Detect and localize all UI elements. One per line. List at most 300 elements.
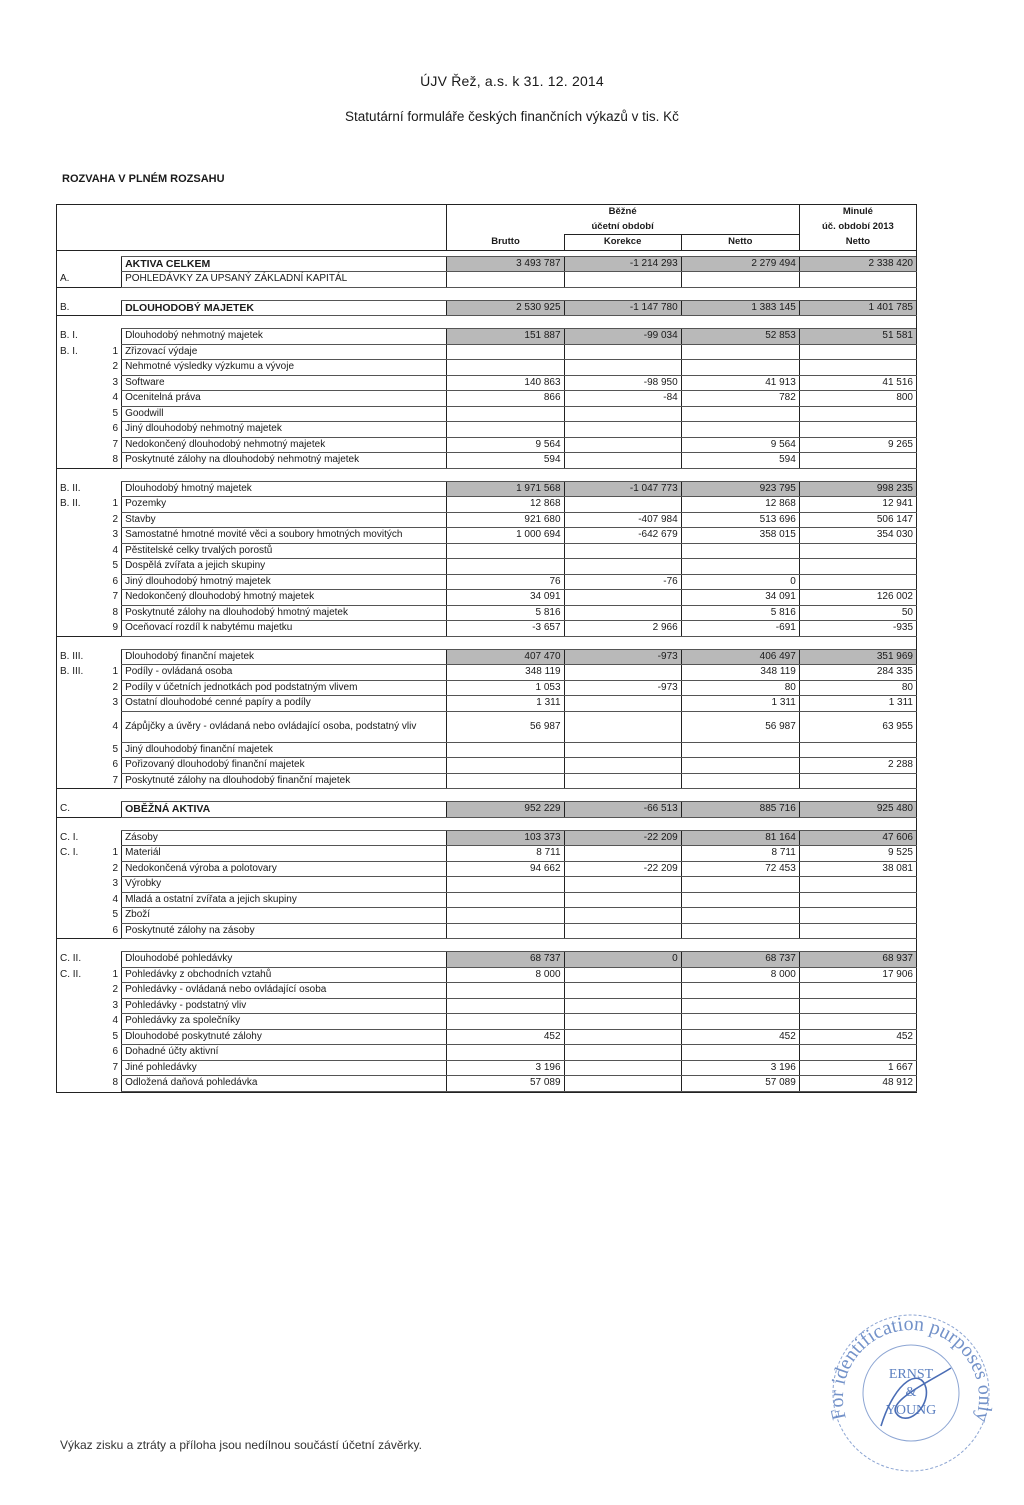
row-number: 2 (112, 984, 119, 996)
brutto-value: 68 737 (447, 952, 564, 968)
header-korekce: Korekce (564, 235, 681, 251)
prior-netto-value (799, 773, 916, 789)
korekce-value: -1 047 773 (564, 481, 681, 497)
prior-netto-value (799, 422, 916, 438)
brutto-value: 140 863 (447, 375, 564, 391)
prior-netto-value: 17 906 (799, 967, 916, 983)
korekce-value (564, 543, 681, 559)
korekce-value (564, 453, 681, 469)
table-row (57, 543, 917, 559)
brutto-value (447, 272, 564, 288)
row-label: Ocenitelná práva (122, 391, 447, 407)
row-label: Mladá a ostatní zvířata a jejich skupiny (122, 892, 447, 908)
korekce-value: -973 (564, 649, 681, 665)
spacer-row (57, 316, 917, 329)
header-row-2 (57, 220, 917, 235)
spacer-row (57, 287, 917, 300)
row-label: Oceňovací rozdíl k nabytému majetku (122, 621, 447, 637)
brutto-value: 594 (447, 453, 564, 469)
netto-value: 52 853 (681, 329, 799, 345)
netto-value (681, 1014, 799, 1030)
korekce-value (564, 742, 681, 758)
netto-value (681, 758, 799, 774)
row-label: Pohledávky z obchodních vztahů (122, 967, 447, 983)
netto-value: 5 816 (681, 605, 799, 621)
row-number: 5 (112, 743, 119, 755)
row-label: Nehmotné výsledky výzkumu a vývoje (122, 360, 447, 376)
prior-netto-value: 9 265 (799, 437, 916, 453)
korekce-value: -84 (564, 391, 681, 407)
brutto-value (447, 422, 564, 438)
row-label: Software (122, 375, 447, 391)
korekce-value (564, 1029, 681, 1045)
stamp-firm-line1: ERNST (888, 1367, 934, 1382)
brutto-value: 12 868 (447, 497, 564, 513)
row-code (57, 758, 103, 774)
netto-value: 9 564 (681, 437, 799, 453)
table-row (57, 590, 917, 606)
row-number (103, 300, 122, 316)
row-code (57, 528, 103, 544)
row-number (103, 802, 122, 818)
prior-netto-value (799, 559, 916, 575)
row-label: DLOUHODOBÝ MAJETEK (122, 300, 447, 316)
table-row (57, 952, 917, 968)
table-row (57, 711, 917, 742)
netto-value (681, 344, 799, 360)
prior-netto-value: 998 235 (799, 481, 916, 497)
row-label: Zřizovací výdaje (122, 344, 447, 360)
row-code (57, 1060, 103, 1076)
table-row (57, 696, 917, 712)
row-label: Jiný dlouhodobý nehmotný majetek (122, 422, 447, 438)
korekce-value (564, 360, 681, 376)
table-row (57, 908, 917, 924)
prior-netto-value: 63 955 (799, 711, 916, 742)
row-code (57, 742, 103, 758)
brutto-value: 8 711 (447, 846, 564, 862)
header-netto: Netto (681, 235, 799, 251)
korekce-value: -66 513 (564, 802, 681, 818)
table-row (57, 272, 917, 288)
row-label: Nedokončený dlouhodobý hmotný majetek (122, 590, 447, 606)
row-label: Zboží (122, 908, 447, 924)
row-number: 1 (112, 345, 119, 357)
prior-netto-value: 2 288 (799, 758, 916, 774)
row-number: 6 (112, 1046, 119, 1058)
row-number: 3 (112, 999, 119, 1011)
netto-value (681, 983, 799, 999)
row-code: A. (57, 272, 103, 288)
row-number: 2 (112, 862, 119, 874)
row-code (57, 256, 103, 272)
header-row-1 (57, 205, 917, 220)
row-number: 2 (112, 681, 119, 693)
row-label: Dlouhodobý hmotný majetek (122, 481, 447, 497)
row-code (57, 391, 103, 407)
brutto-value (447, 877, 564, 893)
row-label: Dlouhodobý nehmotný majetek (122, 329, 447, 345)
row-number: 6 (112, 924, 119, 936)
row-code (57, 877, 103, 893)
stamp-firm-line2: & (905, 1385, 917, 1400)
stamp-firm-line3: YOUNG (885, 1403, 937, 1418)
row-label: Dospělá zvířata a jejich skupiny (122, 559, 447, 575)
brutto-value (447, 908, 564, 924)
table-row (57, 300, 917, 316)
netto-value: 406 497 (681, 649, 799, 665)
row-code: B. II. (57, 497, 103, 513)
brutto-value: 34 091 (447, 590, 564, 606)
korekce-value (564, 1060, 681, 1076)
table-row (57, 453, 917, 469)
table-row (57, 422, 917, 438)
row-code (57, 590, 103, 606)
brutto-value (447, 758, 564, 774)
korekce-value (564, 758, 681, 774)
prior-netto-value (799, 908, 916, 924)
row-code (57, 375, 103, 391)
table-row (57, 773, 917, 789)
prior-netto-value: 51 581 (799, 329, 916, 345)
netto-value: 2 279 494 (681, 256, 799, 272)
korekce-value: -973 (564, 680, 681, 696)
row-label: Pohledávky za společníky (122, 1014, 447, 1030)
row-label: Dlouhodobé poskytnuté zálohy (122, 1029, 447, 1045)
prior-netto-value (799, 360, 916, 376)
row-number: 5 (112, 1030, 119, 1042)
prior-netto-value: 80 (799, 680, 916, 696)
table-row (57, 574, 917, 590)
prior-netto-value: 506 147 (799, 512, 916, 528)
brutto-value: 452 (447, 1029, 564, 1045)
table-row (57, 360, 917, 376)
prior-netto-value (799, 998, 916, 1014)
table-row (57, 680, 917, 696)
netto-value: 452 (681, 1029, 799, 1045)
row-code (57, 711, 103, 742)
row-number: 6 (112, 759, 119, 771)
row-code: C. I. (57, 846, 103, 862)
netto-value: 594 (681, 453, 799, 469)
prior-netto-value: 800 (799, 391, 916, 407)
row-code (57, 605, 103, 621)
row-number (103, 830, 122, 846)
row-code (57, 908, 103, 924)
row-number: 7 (112, 774, 119, 786)
row-number: 5 (112, 560, 119, 572)
prior-netto-value (799, 983, 916, 999)
netto-value: 8 711 (681, 846, 799, 862)
table-row (57, 665, 917, 681)
netto-value: 41 913 (681, 375, 799, 391)
netto-value: 3 196 (681, 1060, 799, 1076)
netto-value (681, 908, 799, 924)
korekce-value (564, 908, 681, 924)
brutto-value: 94 662 (447, 861, 564, 877)
netto-value: 57 089 (681, 1076, 799, 1092)
table-row (57, 497, 917, 513)
brutto-value: 5 816 (447, 605, 564, 621)
row-code: B. (57, 300, 103, 316)
korekce-value (564, 696, 681, 712)
table-row (57, 742, 917, 758)
netto-value (681, 406, 799, 422)
header-prior-netto: Netto (799, 235, 916, 251)
row-number: 4 (112, 720, 119, 732)
spacer-row (57, 817, 917, 830)
row-number: 8 (112, 454, 119, 465)
spacer-row (57, 939, 917, 952)
prior-netto-value (799, 923, 916, 939)
row-label: Dlouhodobé pohledávky (122, 952, 447, 968)
brutto-value: 1 971 568 (447, 481, 564, 497)
netto-value (681, 559, 799, 575)
row-number: 3 (112, 878, 119, 890)
table-row (57, 983, 917, 999)
row-number (103, 272, 122, 288)
row-label: Dlouhodobý finanční majetek (122, 649, 447, 665)
row-label: Výrobky (122, 877, 447, 893)
brutto-value: 866 (447, 391, 564, 407)
row-number: 3 (112, 376, 119, 388)
row-number (103, 952, 122, 968)
table-row (57, 1076, 917, 1092)
row-code (57, 574, 103, 590)
brutto-value: 1 053 (447, 680, 564, 696)
prior-netto-value: 68 937 (799, 952, 916, 968)
table-row (57, 802, 917, 818)
brutto-value: 103 373 (447, 830, 564, 846)
prior-netto-value: 1 311 (799, 696, 916, 712)
row-label: Pozemky (122, 497, 447, 513)
korekce-value (564, 590, 681, 606)
table-row (57, 923, 917, 939)
table-row (57, 967, 917, 983)
row-number (103, 481, 122, 497)
table-row (57, 559, 917, 575)
document-title: ÚJV Řež, a.s. k 31. 12. 2014 (420, 73, 604, 89)
prior-netto-value: 126 002 (799, 590, 916, 606)
footer-note: Výkaz zisku a ztráty a příloha jsou nedílnou součástí účetní závěrky. (60, 1438, 422, 1452)
row-number: 3 (112, 529, 119, 541)
prior-netto-value: 351 969 (799, 649, 916, 665)
prior-netto-value: 48 912 (799, 1076, 916, 1092)
row-label: Goodwill (122, 406, 447, 422)
row-label: Jiný dlouhodobý hmotný majetek (122, 574, 447, 590)
table-row (57, 344, 917, 360)
netto-value: 1 383 145 (681, 300, 799, 316)
netto-value: -691 (681, 621, 799, 637)
spacer-row (57, 789, 917, 802)
row-code: B. III. (57, 649, 103, 665)
row-code (57, 773, 103, 789)
row-label: Podíly - ovládaná osoba (122, 665, 447, 681)
row-label: Jiné pohledávky (122, 1060, 447, 1076)
korekce-value (564, 983, 681, 999)
prior-netto-value: 50 (799, 605, 916, 621)
brutto-value: 407 470 (447, 649, 564, 665)
table-row (57, 256, 917, 272)
korekce-value (564, 967, 681, 983)
prior-netto-value: 1 401 785 (799, 300, 916, 316)
row-code (57, 543, 103, 559)
row-label: AKTIVA CELKEM (122, 256, 447, 272)
row-number: 5 (112, 909, 119, 921)
row-code (57, 360, 103, 376)
table-row (57, 375, 917, 391)
row-label: Samostatné hmotné movité věci a soubory hmotných movitých (122, 528, 447, 544)
table-row (57, 1029, 917, 1045)
brutto-value (447, 1014, 564, 1030)
row-label: Pohledávky - podstatný vliv (122, 998, 447, 1014)
table-row (57, 437, 917, 453)
row-number: 7 (112, 438, 119, 450)
row-code (57, 680, 103, 696)
header-prior-period-2: úč. období 2013 (799, 220, 916, 235)
netto-value: 12 868 (681, 497, 799, 513)
brutto-value: 57 089 (447, 1076, 564, 1092)
korekce-value: -1 147 780 (564, 300, 681, 316)
brutto-value: 348 119 (447, 665, 564, 681)
row-label: Pěstitelské celky trvalých porostů (122, 543, 447, 559)
netto-value: 348 119 (681, 665, 799, 681)
brutto-value (447, 559, 564, 575)
table-row (57, 406, 917, 422)
row-number: 2 (112, 513, 119, 525)
korekce-value: -1 214 293 (564, 256, 681, 272)
netto-value (681, 543, 799, 559)
brutto-value (447, 360, 564, 376)
row-code (57, 406, 103, 422)
brutto-value (447, 773, 564, 789)
netto-value: 80 (681, 680, 799, 696)
brutto-value (447, 543, 564, 559)
brutto-value: 1 311 (447, 696, 564, 712)
row-label: Nedokončený dlouhodobý nehmotný majetek (122, 437, 447, 453)
table-row (57, 512, 917, 528)
row-label: Stavby (122, 512, 447, 528)
prior-netto-value: 38 081 (799, 861, 916, 877)
prior-netto-value: 1 667 (799, 1060, 916, 1076)
row-number: 6 (112, 575, 119, 587)
row-code (57, 1029, 103, 1045)
ernst-young-stamp (826, 1308, 996, 1478)
prior-netto-value: 12 941 (799, 497, 916, 513)
row-label: Jiný dlouhodobý finanční majetek (122, 742, 447, 758)
korekce-value: -76 (564, 574, 681, 590)
row-number: 4 (112, 544, 119, 556)
korekce-value: -22 209 (564, 861, 681, 877)
row-code (57, 422, 103, 438)
korekce-value: 2 966 (564, 621, 681, 637)
document-subtitle: Statutární formuláře českých finančních výkazů v tis. Kč (345, 109, 679, 124)
netto-value (681, 272, 799, 288)
brutto-value: 3 196 (447, 1060, 564, 1076)
prior-netto-value (799, 272, 916, 288)
row-code (57, 1045, 103, 1061)
row-label: Poskytnuté zálohy na dlouhodobý nehmotný majetek (122, 453, 447, 469)
row-code (57, 696, 103, 712)
row-number (103, 256, 122, 272)
brutto-value: 3 493 787 (447, 256, 564, 272)
row-number: 4 (112, 893, 119, 905)
row-label: Poskytnuté zálohy na dlouhodobý finanční majetek (122, 773, 447, 789)
row-code: B. II. (57, 481, 103, 497)
row-code: B. I. (57, 329, 103, 345)
table-row (57, 861, 917, 877)
table-row (57, 605, 917, 621)
table-row (57, 391, 917, 407)
table-row (57, 892, 917, 908)
header-current-period-2: účetní období (564, 220, 681, 235)
korekce-value: -99 034 (564, 329, 681, 345)
korekce-value (564, 406, 681, 422)
brutto-value: 76 (447, 574, 564, 590)
brutto-value (447, 344, 564, 360)
netto-value: 923 795 (681, 481, 799, 497)
korekce-value (564, 773, 681, 789)
header-brutto: Brutto (447, 235, 564, 251)
prior-netto-value: 9 525 (799, 846, 916, 862)
row-label: OBĚŽNÁ AKTIVA (122, 802, 447, 818)
korekce-value: -407 984 (564, 512, 681, 528)
netto-value: 34 091 (681, 590, 799, 606)
korekce-value (564, 1076, 681, 1092)
korekce-value (564, 1014, 681, 1030)
spacer-row (57, 468, 917, 481)
korekce-value: -642 679 (564, 528, 681, 544)
brutto-value (447, 998, 564, 1014)
korekce-value (564, 422, 681, 438)
row-number (103, 329, 122, 345)
row-number: 4 (112, 392, 119, 404)
row-label: Dohadné účty aktivní (122, 1045, 447, 1061)
brutto-value: 151 887 (447, 329, 564, 345)
row-number: 8 (112, 1077, 119, 1089)
header-current-period-1: Běžné (564, 205, 681, 220)
table-row (57, 846, 917, 862)
table-row (57, 481, 917, 497)
row-code (57, 1076, 103, 1092)
netto-value: 885 716 (681, 802, 799, 818)
prior-netto-value (799, 742, 916, 758)
korekce-value (564, 559, 681, 575)
brutto-value: -3 657 (447, 621, 564, 637)
row-label: Zápůjčky a úvěry - ovládaná nebo ovládající osoba, podstatný vliv (122, 711, 447, 742)
row-label: POHLEDÁVKY ZA UPSANÝ ZÁKLADNÍ KAPITÁL (122, 272, 447, 288)
prior-netto-value (799, 892, 916, 908)
korekce-value: -22 209 (564, 830, 681, 846)
table-row (57, 621, 917, 637)
row-label: Pořizovaný dlouhodobý finanční majetek (122, 758, 447, 774)
row-code (57, 983, 103, 999)
row-number: 1 (112, 968, 119, 980)
table-row (57, 1014, 917, 1030)
prior-netto-value (799, 543, 916, 559)
table-row (57, 830, 917, 846)
netto-value (681, 742, 799, 758)
table-row (57, 877, 917, 893)
table-row (57, 528, 917, 544)
row-label: Materiál (122, 846, 447, 862)
korekce-value (564, 711, 681, 742)
korekce-value (564, 437, 681, 453)
brutto-value (447, 1045, 564, 1061)
brutto-value (447, 983, 564, 999)
row-code: B. I. (57, 344, 103, 360)
row-code: C. II. (57, 952, 103, 968)
